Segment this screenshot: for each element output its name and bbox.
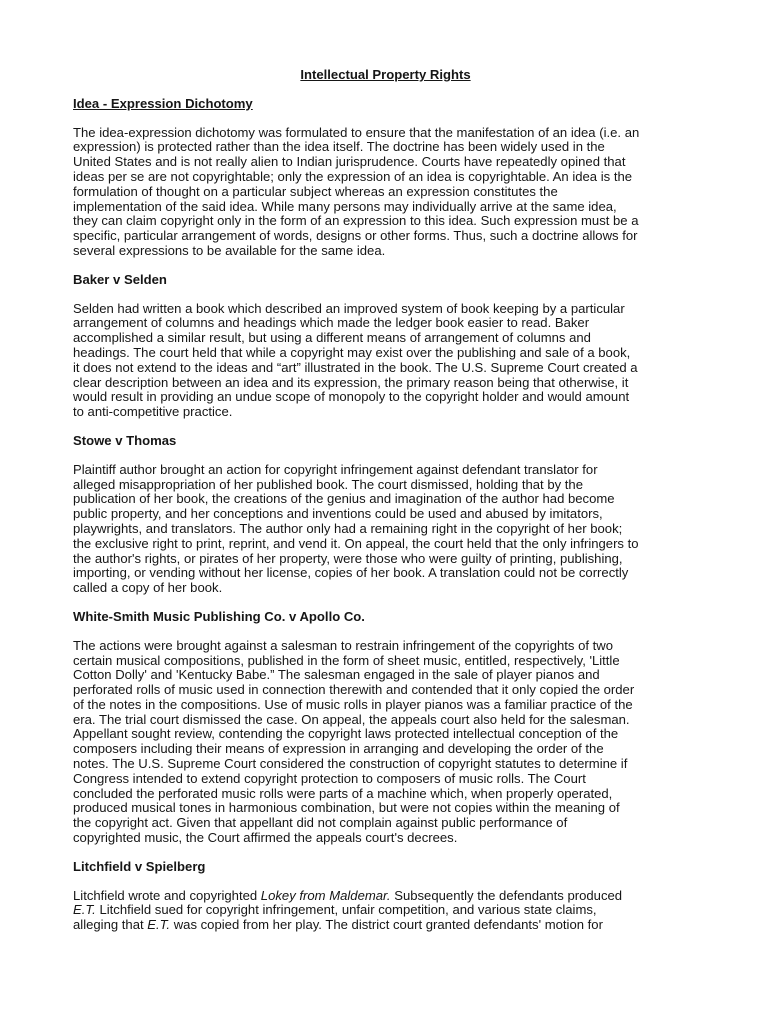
paragraph-line: era. The trial court dismissed the case. On appeal, the appeals court also held for the salesman. [73, 711, 630, 727]
paragraph-line: copyrighted music, the Court affirmed the appeals court's decrees. [73, 830, 458, 846]
paragraph-line: Plaintiff author brought an action for copyright infringement against defendant translator for [73, 461, 598, 477]
paragraph-line: United States and is not really alien to Indian jurisprudence. Courts have repeatedly opined that [73, 154, 626, 170]
paragraph-line: concluded the perforated music rolls were parts of a machine which, when properly operated, [73, 785, 613, 801]
line-segment: Litchfield sued for copyright infringement, unfair competition, and various state claims, [95, 902, 597, 918]
section-paragraph [73, 463, 698, 596]
paragraph-line: several expressions to be available for the same idea. [73, 242, 386, 258]
paragraph-line: ideas per se are not copyrightable; only the expression of an idea is copyrightable. An idea is the [73, 168, 633, 184]
section-paragraph [73, 126, 698, 259]
paragraph-line: publication of her book, the creations of the genius and imagination of the author had become [73, 491, 615, 507]
line-segment: Subsequently the defendants produced [390, 887, 623, 903]
paragraph-line: produced musical tones in harmonious combination, but were not copies within the meaning of [73, 800, 620, 816]
paragraph-line: The idea-expression dichotomy was formulated to ensure that the manifestation of an idea (i.e. an [73, 124, 640, 140]
section-paragraph [73, 639, 698, 846]
line-segment: alleging that [73, 917, 148, 933]
paragraph-line [73, 918, 698, 933]
section-heading: Baker v Selden [73, 271, 167, 287]
paragraph-line: the exclusive right to print, reprint, and vend it. On appeal, the court held that the only infringers to [73, 535, 639, 551]
paragraph-line: clear description between an idea and its expression, the primary reason being that otherwise, it [73, 374, 629, 390]
work-title: E.T. [147, 917, 171, 933]
paragraph-line: it does not extend to the ideas and “art” illustrated in the book. The U.S. Supreme Court created a [73, 359, 638, 375]
paragraph-line: specific, particular arrangement of words, designs or other forms. Thus, such a doctrine allows for [73, 228, 638, 244]
section-paragraph [73, 889, 698, 933]
paragraph-line: public property, and her conceptions and inventions could be used and abused by imitators, [73, 506, 603, 522]
line-segment: was copied from her play. The district court granted defendants' motion for [170, 917, 603, 933]
paragraph-line: Congress intended to extend copyright protection to composers of music rolls. The Court [73, 770, 586, 786]
paragraph-line: playwrights, and translators. The author only had a remaining right in the copyright of her book; [73, 520, 623, 536]
paragraph-line: Appellant sought review, contending the copyright laws protected intellectual conception of the [73, 726, 619, 742]
paragraph-line: accomplished a similar result, but using a different means of arrangement of columns and [73, 330, 591, 346]
section-paragraph [73, 302, 698, 420]
paragraph-line: Cotton Dolly' and 'Kentucky Babe.” The salesman engaged in the sale of player pianos and [73, 667, 600, 683]
paragraph-line: the copyright act. Given that appellant did not complain against public performance of [73, 815, 568, 831]
paragraph-line [73, 903, 698, 918]
section-heading: White-Smith Music Publishing Co. v Apollo Co. [73, 608, 365, 624]
paragraph-line: implementation of the said idea. While many persons may individually arrive at the same idea, [73, 198, 617, 214]
section-heading: Idea - Expression Dichotomy [73, 95, 253, 111]
paragraph-line: of the notes in the compositions. Use of music rolls in player pianos was a familiar practice of the [73, 696, 633, 712]
paragraph-line: they can claim copyright only in the form of an expression to this idea. Such expression must be a [73, 213, 639, 229]
paragraph-line: would result in providing an undue scope of monopoly to the copyright holder and would amount [73, 389, 630, 405]
line-segment: Litchfield wrote and copyrighted [73, 887, 261, 903]
section-heading: Stowe v Thomas [73, 432, 177, 448]
paragraph-line: expression) is protected rather than the idea itself. The doctrine has been widely used in the [73, 139, 605, 155]
paragraph-line: to anti-competitive practice. [73, 404, 233, 420]
section-heading: Litchfield v Spielberg [73, 858, 206, 874]
paragraph-line: notes. The U.S. Supreme Court considered the construction of copyright statutes to determine if [73, 756, 628, 772]
paragraph-line: importing, or vending without her license, copies of her book. A translation could not be correctly [73, 565, 629, 581]
paragraph-line: the author's rights, or pirates of her property, were those who were guilty of printing, publishing, [73, 550, 623, 566]
work-title: E.T. [73, 902, 96, 918]
paragraph-line: certain musical compositions, published in the form of sheet music, entitled, respectively, 'Little [73, 652, 620, 668]
paragraph-line: Selden had written a book which described an improved system of book keeping by a particular [73, 300, 625, 316]
document-title: Intellectual Property Rights [300, 67, 471, 82]
paragraph-line: perforated rolls of music used in connection therewith and contended that it only copied the order [73, 682, 635, 698]
paragraph-line: called a copy of her book. [73, 580, 223, 596]
paragraph-line: arrangement of columns and headings which made the ledger book easier to read. Baker [73, 315, 590, 331]
paragraph-line: The actions were brought against a salesman to restrain infringement of the copyrights of two [73, 637, 614, 653]
paragraph-line [73, 889, 698, 904]
paragraph-line: formulation of thought on a particular subject whereas an expression constitutes the [73, 183, 558, 199]
paragraph-line: composers including their means of expression in arranging and developing the order of the [73, 741, 604, 757]
work-title: Lokey from Maldemar. [260, 887, 391, 903]
paragraph-line: alleged misappropriation of her published book. The court dismissed, holding that by the [73, 476, 583, 492]
paragraph-line: headings. The court held that while a copyright may exist over the publishing and sale of a book, [73, 344, 631, 360]
document-page [73, 62, 698, 933]
